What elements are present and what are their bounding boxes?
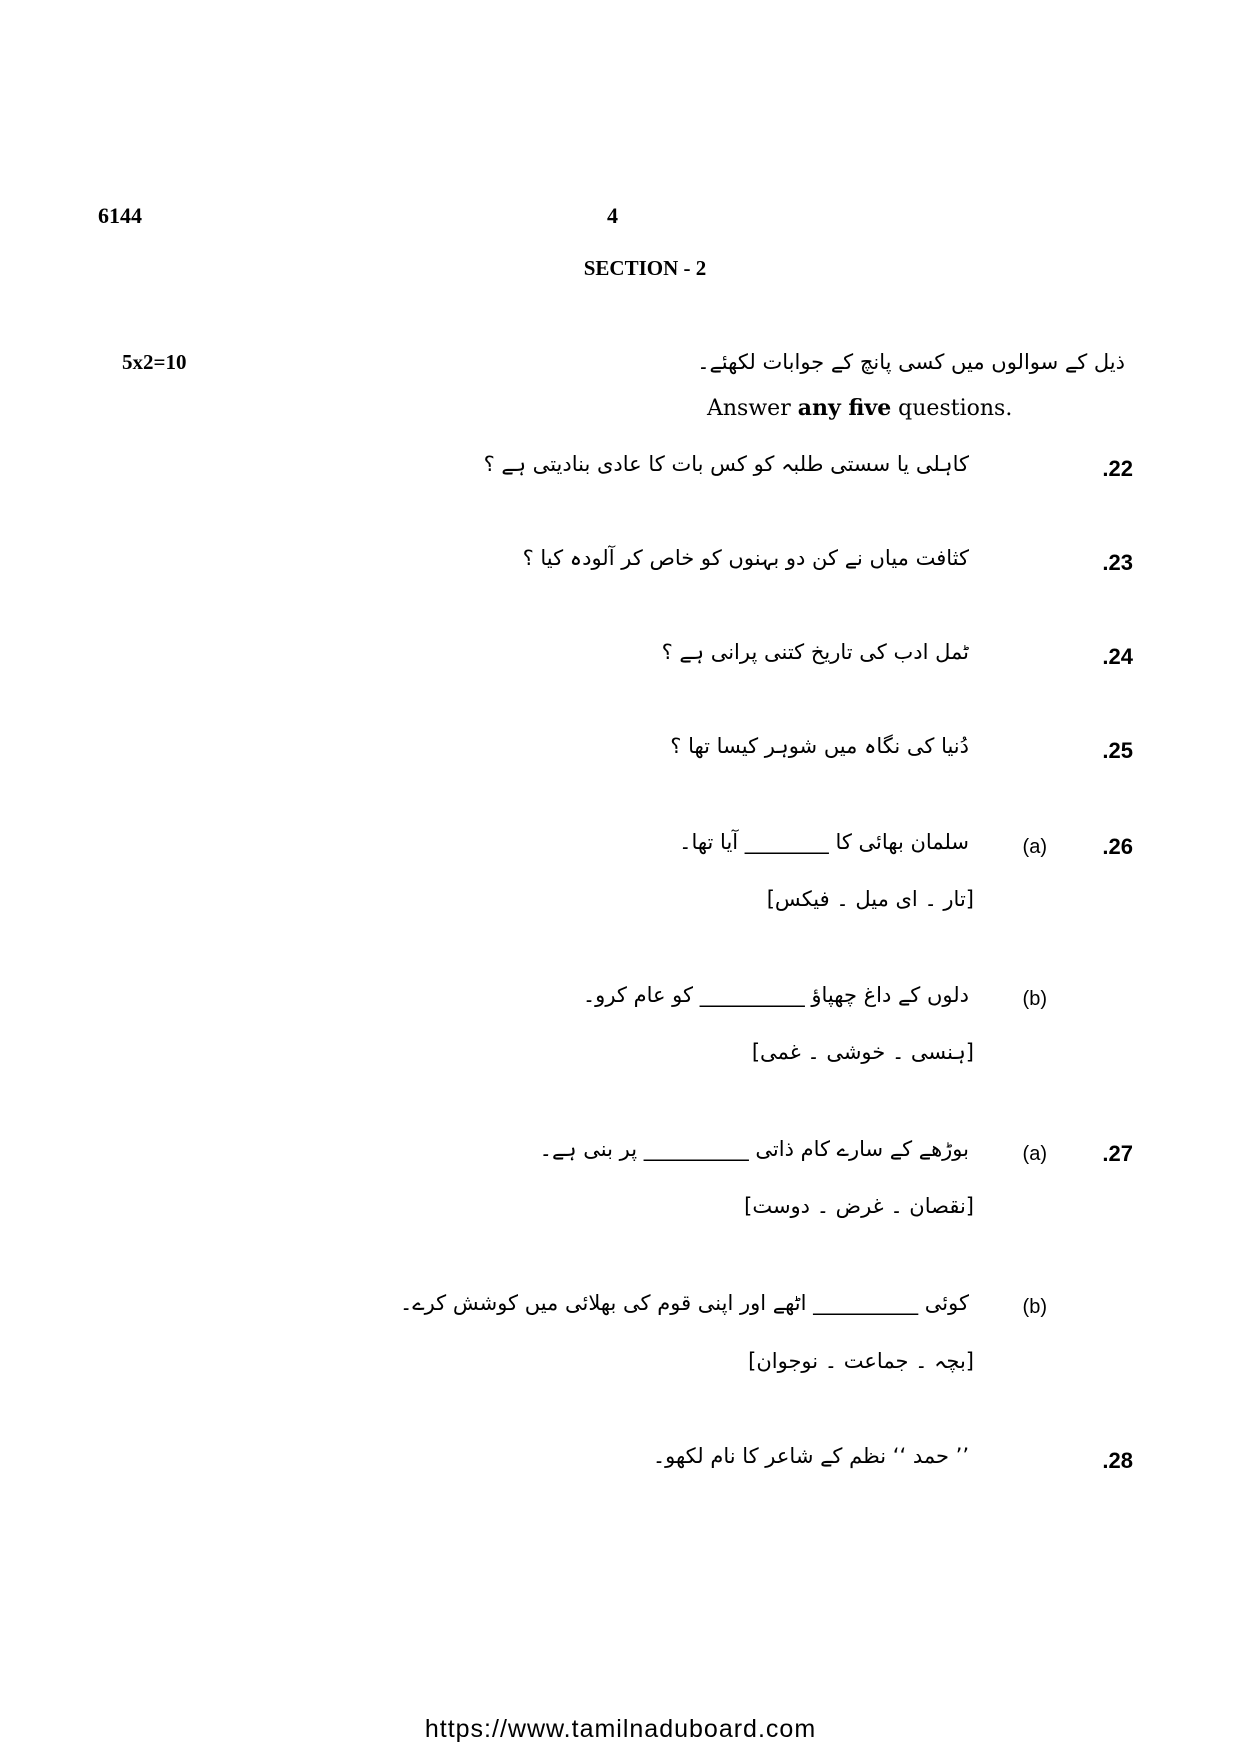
question-text-28: ’’ حمد ‘‘ نظم کے شاعر کا نام لکھو۔ <box>652 1444 969 1468</box>
options-27b: [بچہ ۔ جماعت ۔ نوجوان] <box>748 1349 974 1373</box>
question-text-22: کاہلی یا سستی طلبہ کو کس بات کا عادی بنادیتی ہے ؟ <box>483 452 969 476</box>
question-number-28: .28 <box>1102 1448 1133 1473</box>
question-number-26: .26 <box>1102 834 1133 859</box>
page-number: 4 <box>607 203 618 228</box>
subpart-label-26b: (b) <box>1022 988 1047 1010</box>
question-number-24: .24 <box>1102 644 1133 669</box>
footer-url[interactable]: https://www.tamilnaduboard.com <box>424 1715 817 1743</box>
instruction-urdu: ذیل کے سوالوں میں کسی پانچ کے جوابات لکھئے۔ <box>697 350 1125 374</box>
question-number-27: .27 <box>1102 1141 1133 1166</box>
subpart-label-27b: (b) <box>1022 1296 1047 1318</box>
question-text-26b: دلوں کے داغ چھپاؤ __________ کو عام کرو۔ <box>582 983 969 1007</box>
options-26a: [تار ۔ ای میل ۔ فیکس] <box>766 887 974 911</box>
instruction-emphasis: any five <box>797 395 892 421</box>
options-26b: [ہنسی ۔ خوشی ۔ غمی] <box>751 1040 974 1064</box>
instruction-english <box>707 395 1012 421</box>
question-text-27a: بوڑھے کے سارے کام ذاتی __________ پر بنی ہے۔ <box>539 1137 969 1161</box>
question-text-26a: سلمان بھائی کا ________ آیا تھا۔ <box>679 830 969 854</box>
subpart-label-26a: (a) <box>1022 836 1047 858</box>
marks-allocation: 5x2=10 <box>122 350 187 374</box>
question-number-22: .22 <box>1102 456 1133 481</box>
instruction-prefix: Answer <box>707 396 798 421</box>
question-text-27b: کوئی __________ اٹھے اور اپنی قوم کی بھلائی میں کوشش کرے۔ <box>399 1291 969 1315</box>
question-number-25: .25 <box>1102 738 1133 763</box>
instruction-suffix: questions. <box>891 396 1013 421</box>
options-27a: [نقصان ۔ غرض ۔ دوست] <box>744 1194 974 1218</box>
question-text-23: کثافت میاں نے کن دو بہنوں کو خاص کر آلودہ کیا ؟ <box>522 546 969 570</box>
question-text-25: دُنیا کی نگاہ میں شوہر کیسا تھا ؟ <box>670 734 969 758</box>
section-heading: SECTION - 2 <box>583 256 707 280</box>
question-number-23: .23 <box>1102 550 1133 575</box>
paper-code: 6144 <box>98 203 142 228</box>
subpart-label-27a: (a) <box>1022 1143 1047 1165</box>
question-text-24: ٹمل ادب کی تاریخ کتنی پرانی ہے ؟ <box>661 640 969 664</box>
